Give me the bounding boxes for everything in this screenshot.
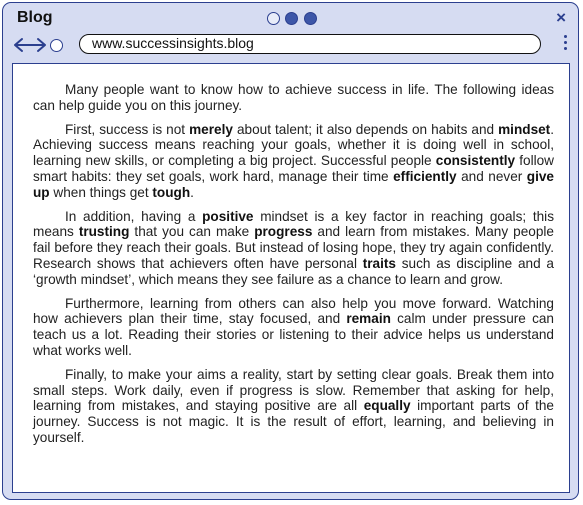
bold-keyword: equally xyxy=(363,398,411,414)
text-run: . xyxy=(190,184,194,200)
text-run: important parts of the journey. Success is not magic. It is the result of effort, learning, and believing in yourself. xyxy=(33,398,554,445)
text-run: In addition, having a xyxy=(65,208,203,224)
window-dot-3[interactable] xyxy=(304,12,317,25)
text-run: that you can make xyxy=(129,224,255,240)
text-run: First, success is not xyxy=(65,121,190,137)
window-dot-1[interactable] xyxy=(267,12,280,25)
text-run: . Achieving success means reaching your goals, whether it is doing well in school, learning new skills, or completing a big project. Successful people xyxy=(33,121,554,169)
back-forward-arrow-icon[interactable] xyxy=(13,36,47,54)
bold-keyword: positive xyxy=(202,208,254,224)
article-paragraph xyxy=(33,209,554,288)
reload-icon[interactable] xyxy=(50,39,63,52)
text-run: such as discipline and a ‘growth mindset’, which means they see failure as a chance to learn and grow. xyxy=(33,255,554,287)
text-run: Furthermore, learning from others can also help you move forward. Watching how achievers plan their time, stay focused, and xyxy=(33,295,554,327)
article-paragraph xyxy=(33,367,554,446)
bold-keyword: efficiently xyxy=(393,168,457,184)
bold-keyword: mindset xyxy=(498,121,551,137)
bold-keyword: remain xyxy=(346,311,391,327)
text-run: when things get xyxy=(49,184,153,200)
window-title: Blog xyxy=(17,9,53,26)
text-run: about talent; it also depends on habits and xyxy=(232,121,499,137)
bold-keyword: progress xyxy=(254,224,313,240)
bold-keyword: traits xyxy=(362,255,396,271)
bold-keyword: give up xyxy=(33,168,554,200)
bold-keyword: merely xyxy=(189,121,233,137)
window-dot-2[interactable] xyxy=(285,12,298,25)
article-body xyxy=(33,82,554,454)
kebab-menu-icon[interactable] xyxy=(564,35,568,53)
address-bar[interactable]: www.successinsights.blog xyxy=(79,34,541,54)
text-run: Finally, to make your aims a reality, start by setting clear goals. Break them into small steps. Work daily, even if progress is slow. Remember that asking for help, learning from mistakes, and staying positive are all xyxy=(33,366,554,414)
bold-keyword: tough xyxy=(152,184,191,200)
close-icon[interactable]: × xyxy=(556,8,566,27)
text-run: Many people want to know how to achieve success in life. The following ideas can help guide you on this journey. xyxy=(33,82,554,113)
text-run: follow smart habits: they set goals, work hard, manage their time xyxy=(33,153,555,184)
text-run: and learn from mistakes. Many people fail before they reach their goals. But instead of losing hope, they try again confidently. Research shows that achievers often have personal xyxy=(33,224,554,271)
browser-window xyxy=(2,2,579,500)
text-run: calm under pressure can teach us a lot. Reading their stories or listening to their advice helps us understand what works well. xyxy=(33,311,554,358)
text-run: and never xyxy=(456,168,527,184)
bold-keyword: trusting xyxy=(78,224,130,240)
text-run: mindset is a key factor in reaching goals; this means xyxy=(33,208,554,240)
article-paragraph xyxy=(33,122,554,201)
page-content xyxy=(12,63,570,493)
article-paragraph xyxy=(33,82,554,114)
article-paragraph xyxy=(33,296,554,359)
bold-keyword: consistently xyxy=(435,153,516,169)
